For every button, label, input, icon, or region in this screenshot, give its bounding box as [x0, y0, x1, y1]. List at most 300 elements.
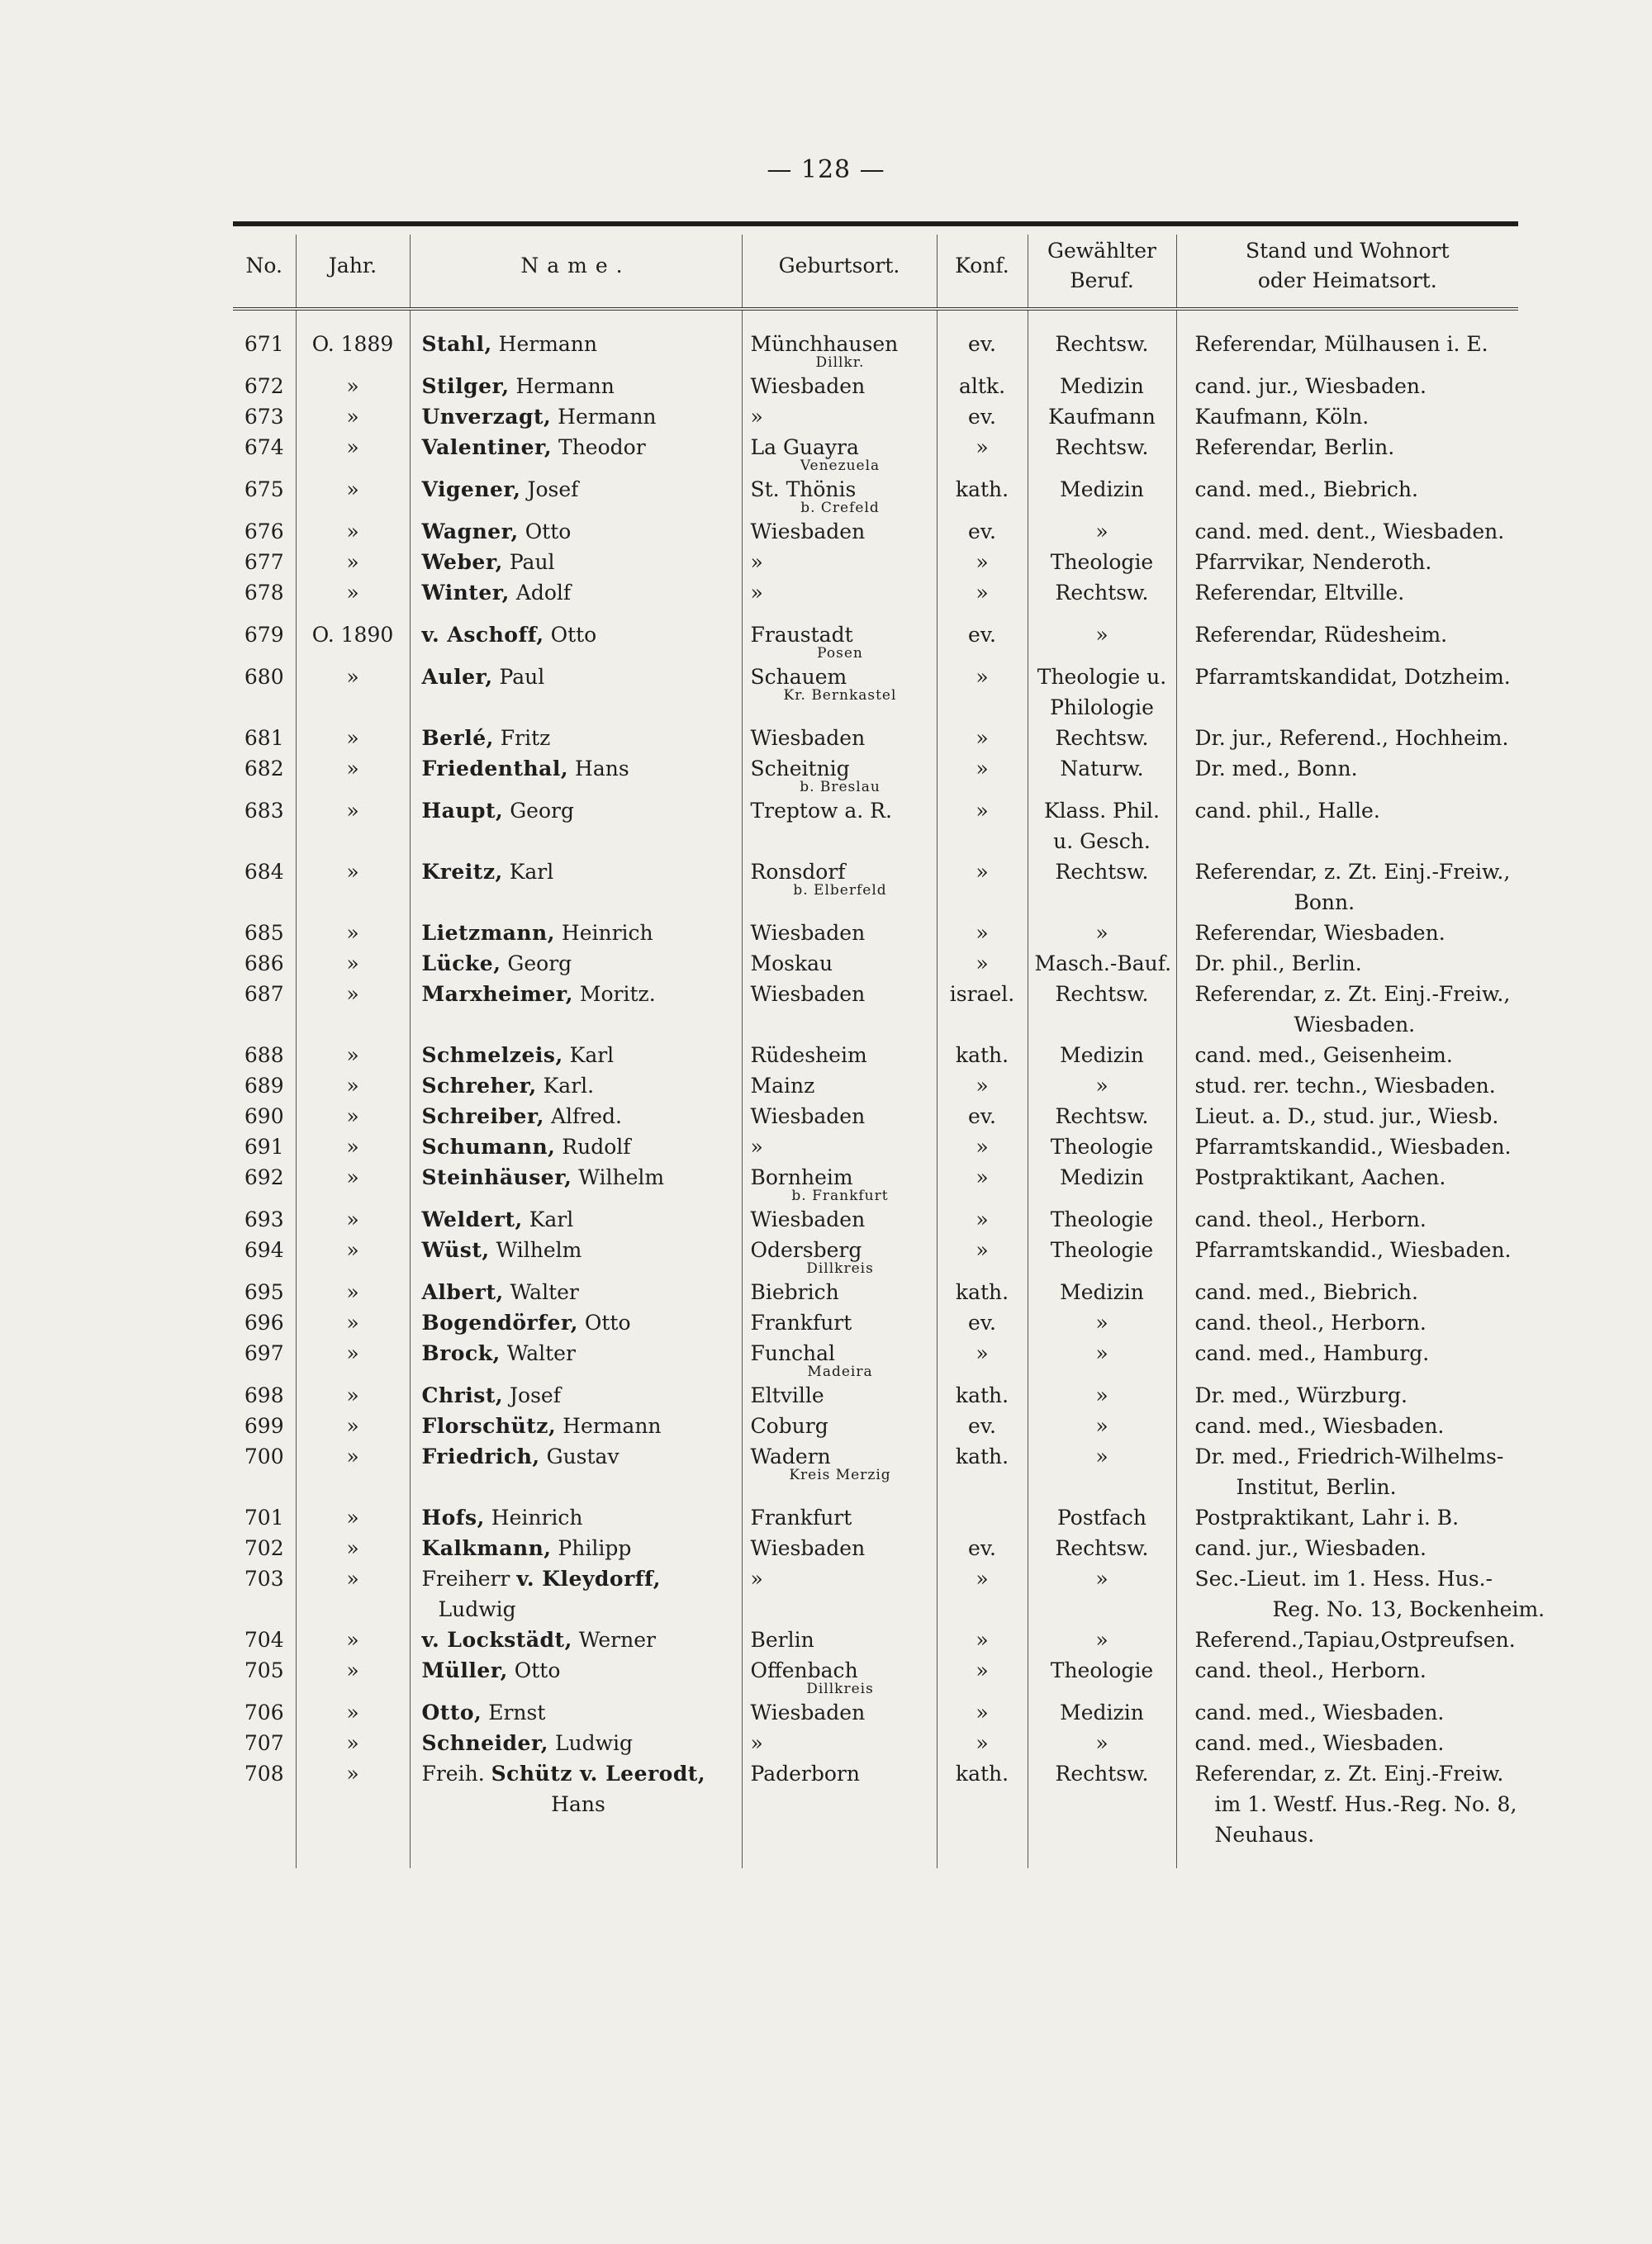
cell-name [410, 1070, 742, 1101]
table-row [233, 516, 1518, 547]
table-row [233, 979, 1518, 1040]
table-row [233, 662, 1518, 723]
cell-name [410, 1277, 742, 1307]
cell-no: 673 [244, 405, 284, 429]
status-residence: Pfarramtskandidat, Dotzheim. [1194, 665, 1511, 689]
cell-geburtsort [742, 1235, 937, 1277]
given-name: Karl [509, 860, 554, 884]
cell-no: 685 [244, 921, 284, 945]
given-name: Georg [510, 799, 574, 823]
surname: Otto, [421, 1701, 482, 1725]
cell-beruf [1028, 948, 1176, 979]
surname: Hofs, [421, 1506, 485, 1530]
header-geburtsort: Geburtsort. [742, 235, 937, 309]
given-name: Hermann [515, 374, 615, 398]
cell-geburtsort [742, 1697, 937, 1728]
birthplace-region: Dillkreis [806, 1681, 874, 1697]
register-table [233, 235, 1545, 1868]
status-residence: Referendar, Rüdesheim. [1194, 623, 1448, 647]
cell-konf: kath. [937, 1277, 1028, 1307]
profession-line2: u. Gesch. [1053, 829, 1151, 853]
header-beruf-line2: Beruf. [1070, 268, 1134, 292]
cell-no: 679 [244, 623, 284, 647]
cell-no: 672 [244, 374, 284, 398]
given-name: Heinrich [491, 1506, 583, 1530]
birthplace: Wiesbaden [750, 726, 866, 750]
cell-stand [1176, 662, 1518, 723]
cell-stand [1176, 1380, 1518, 1411]
profession: Theologie [1050, 1238, 1154, 1262]
cell-name [410, 1040, 742, 1070]
cell-name [410, 1204, 742, 1235]
status-residence: cand. med., Biebrich. [1194, 1280, 1418, 1304]
profession: Rechtsw. [1055, 332, 1149, 356]
given-name: Otto [584, 1311, 631, 1335]
cell-jahr: O. 1889 [296, 309, 410, 371]
cell-no: 698 [244, 1383, 284, 1407]
cell-name [410, 1697, 742, 1728]
status-residence: Dr. jur., Referend., Hochheim. [1194, 726, 1509, 750]
surname: Vigener, [421, 477, 521, 501]
header-name [410, 235, 742, 309]
cell-no: 699 [244, 1414, 284, 1438]
cell-no: 688 [244, 1043, 284, 1067]
page-number: — 128 — [767, 155, 885, 184]
cell-name [410, 401, 742, 432]
profession: Theologie [1050, 1207, 1154, 1231]
cell-geburtsort [742, 1204, 937, 1235]
cell-stand [1176, 1040, 1518, 1070]
cell-stand [1176, 1307, 1518, 1338]
cell-no: 691 [244, 1135, 284, 1159]
cell-name [410, 1338, 742, 1380]
given-name: Alfred. [550, 1104, 622, 1128]
cell-no: 703 [244, 1567, 284, 1591]
table-row [233, 309, 1518, 371]
cell-jahr: » [296, 1655, 410, 1697]
status-residence: Referendar, z. Zt. Einj.-Freiw. [1194, 1762, 1504, 1786]
table-row [233, 1625, 1518, 1655]
status-residence: Pfarramtskandid., Wiesbaden. [1194, 1238, 1512, 1262]
profession: Naturw. [1060, 757, 1144, 780]
cell-geburtsort [742, 516, 937, 547]
birthplace: Wadern [750, 1445, 831, 1468]
status-residence: Pfarramtskandid., Wiesbaden. [1194, 1135, 1512, 1159]
cell-jahr: » [296, 753, 410, 795]
cell-geburtsort [742, 1338, 937, 1380]
cell-geburtsort [742, 1758, 937, 1868]
cell-no: 677 [244, 550, 284, 574]
profession: » [1095, 1567, 1108, 1591]
cell-name [410, 577, 742, 608]
birthplace: Scheitnig [750, 757, 850, 780]
surname: Schreiber, [421, 1104, 544, 1128]
surname: Stahl, [421, 332, 492, 356]
cell-geburtsort [742, 1563, 937, 1625]
cell-stand [1176, 1728, 1518, 1758]
table-row [233, 401, 1518, 432]
surname: Kreitz, [421, 860, 503, 884]
cell-jahr: » [296, 1697, 410, 1728]
profession: Postfach [1057, 1506, 1146, 1530]
surname: Haupt, [421, 799, 504, 823]
surname: Marxheimer, [421, 982, 573, 1006]
cell-no: 697 [244, 1341, 284, 1365]
cell-beruf [1028, 1441, 1176, 1502]
cell-beruf [1028, 979, 1176, 1040]
cell-no: 686 [244, 951, 284, 975]
cell-konf: » [937, 577, 1028, 608]
given-name: Ernst [488, 1701, 546, 1725]
cell-konf: » [937, 1070, 1028, 1101]
cell-stand [1176, 1625, 1518, 1655]
cell-beruf [1028, 1204, 1176, 1235]
surname: Brock, [421, 1341, 501, 1365]
surname: Lücke, [421, 951, 501, 975]
birthplace-region: b. Breslau [800, 779, 881, 795]
surname: Lietzmann, [421, 921, 555, 945]
status-residence: cand. med., Biebrich. [1194, 477, 1418, 501]
birthplace: La Guayra [750, 435, 859, 459]
profession: » [1095, 921, 1108, 945]
cell-konf: » [937, 1162, 1028, 1204]
cell-stand [1176, 1533, 1518, 1563]
cell-geburtsort [742, 795, 937, 856]
cell-konf: israel. [937, 979, 1028, 1040]
cell-geburtsort [742, 1040, 937, 1070]
profession: » [1095, 623, 1108, 647]
profession: Theologie [1050, 1135, 1154, 1159]
profession: Medizin [1060, 1280, 1144, 1304]
cell-name [410, 795, 742, 856]
cell-name [410, 1563, 742, 1625]
cell-beruf [1028, 795, 1176, 856]
given-name: Otto [550, 623, 597, 647]
cell-stand [1176, 1758, 1518, 1868]
cell-beruf [1028, 1625, 1176, 1655]
cell-beruf [1028, 516, 1176, 547]
table-row [233, 795, 1518, 856]
cell-beruf [1028, 577, 1176, 608]
birthplace: Eltville [750, 1383, 824, 1407]
status-residence: cand. med. dent., Wiesbaden. [1194, 519, 1505, 543]
cell-jahr: » [296, 795, 410, 856]
status-residence: stud. rer. techn., Wiesbaden. [1194, 1074, 1496, 1098]
cell-geburtsort [742, 1728, 937, 1758]
table-row [233, 1162, 1518, 1204]
cell-stand [1176, 1697, 1518, 1728]
surname: Wagner, [421, 519, 519, 543]
cell-konf: ev. [937, 516, 1028, 547]
birthplace: St. Thönis [750, 477, 857, 501]
cell-beruf [1028, 856, 1176, 918]
birthplace: Funchal [750, 1341, 836, 1365]
cell-no: 671 [244, 332, 284, 356]
cell-geburtsort [742, 1277, 937, 1307]
birthplace: Mainz [750, 1074, 815, 1098]
surname: Auler, [421, 665, 493, 689]
birthplace: » [750, 1731, 763, 1755]
cell-beruf [1028, 608, 1176, 662]
cell-beruf [1028, 371, 1176, 401]
given-name: Walter [510, 1280, 579, 1304]
cell-geburtsort [742, 723, 937, 753]
table-row [233, 1697, 1518, 1728]
table-row [233, 1277, 1518, 1307]
cell-name [410, 474, 742, 516]
profession: » [1095, 1445, 1108, 1468]
given-name: Karl [569, 1043, 615, 1067]
cell-stand [1176, 948, 1518, 979]
cell-name [410, 1307, 742, 1338]
cell-konf: » [937, 1204, 1028, 1235]
birthplace: » [750, 1135, 763, 1159]
birthplace: Biebrich [750, 1280, 839, 1304]
surname: Stilger, [421, 374, 510, 398]
cell-no: 682 [244, 757, 284, 780]
cell-name [410, 1533, 742, 1563]
cell-geburtsort [742, 1655, 937, 1697]
cell-jahr: » [296, 979, 410, 1040]
cell-no: 707 [244, 1731, 284, 1755]
cell-geburtsort [742, 432, 937, 474]
header-row [233, 235, 1518, 309]
birthplace: Münchhausen [750, 332, 899, 356]
cell-konf: ev. [937, 401, 1028, 432]
cell-no: 705 [244, 1658, 284, 1682]
cell-konf: altk. [937, 371, 1028, 401]
cell-jahr: » [296, 516, 410, 547]
status-residence-line2: Institut, Berlin. [1236, 1475, 1397, 1499]
cell-jahr: » [296, 1502, 410, 1533]
status-residence: cand. theol., Herborn. [1194, 1658, 1427, 1682]
cell-konf: ev. [937, 1411, 1028, 1441]
cell-no: 689 [244, 1074, 284, 1098]
profession: Rechtsw. [1055, 1104, 1149, 1128]
cell-stand [1176, 1563, 1545, 1625]
cell-no: 683 [244, 799, 284, 823]
cell-konf: kath. [937, 1380, 1028, 1411]
surname: Schumann, [421, 1135, 556, 1159]
cell-konf: » [937, 948, 1028, 979]
surname: Unverzagt, [421, 405, 552, 429]
header-name-label: Name. [520, 254, 631, 278]
cell-geburtsort [742, 918, 937, 948]
table-row [233, 918, 1518, 948]
given-name: Otto [514, 1658, 561, 1682]
cell-name [410, 979, 742, 1040]
table-row [233, 608, 1518, 662]
cell-konf: » [937, 1728, 1028, 1758]
table-row [233, 1131, 1518, 1162]
cell-stand [1176, 1338, 1518, 1380]
table-body [233, 309, 1545, 1868]
status-residence: cand. theol., Herborn. [1194, 1311, 1427, 1335]
birthplace: Wiesbaden [750, 921, 866, 945]
cell-beruf [1028, 1563, 1176, 1625]
cell-beruf [1028, 1502, 1176, 1533]
cell-beruf [1028, 1655, 1176, 1697]
table-row [233, 856, 1518, 918]
status-residence: Dr. phil., Berlin. [1194, 951, 1362, 975]
status-residence: cand. jur., Wiesbaden. [1194, 374, 1427, 398]
status-residence: Referendar, z. Zt. Einj.-Freiw., [1194, 860, 1511, 884]
cell-no: 681 [244, 726, 284, 750]
cell-beruf [1028, 1277, 1176, 1307]
cell-geburtsort [742, 662, 937, 723]
cell-geburtsort [742, 1380, 937, 1411]
status-residence: Referendar, Berlin. [1194, 435, 1395, 459]
given-name: Josef [527, 477, 579, 501]
given-name: Karl [529, 1207, 574, 1231]
given-name: Fritz [500, 726, 551, 750]
cell-stand [1176, 1131, 1518, 1162]
cell-name [410, 608, 742, 662]
cell-stand [1176, 979, 1518, 1040]
cell-beruf [1028, 1728, 1176, 1758]
profession: Kaufmann [1048, 405, 1156, 429]
birthplace: Odersberg [750, 1238, 862, 1262]
surname: Wüst, [421, 1238, 490, 1262]
status-residence: Referend.,Tapiau,Ostpreufsen. [1194, 1628, 1516, 1652]
cell-no: 696 [244, 1311, 284, 1335]
cell-stand [1176, 516, 1518, 547]
cell-no: 694 [244, 1238, 284, 1262]
surname: Schreher, [421, 1074, 537, 1098]
status-residence: Postpraktikant, Lahr i. B. [1194, 1506, 1460, 1530]
profession: » [1095, 519, 1108, 543]
surname: Winter, [421, 581, 510, 605]
cell-geburtsort [742, 1070, 937, 1101]
cell-no: 702 [244, 1536, 284, 1560]
status-residence-line2: Wiesbaden. [1294, 1013, 1416, 1037]
cell-name [410, 1655, 742, 1697]
cell-name [410, 753, 742, 795]
given-name: Georg [507, 951, 572, 975]
cell-no: 704 [244, 1628, 284, 1652]
cell-geburtsort [742, 1101, 937, 1131]
name-prefix: Freiherr [421, 1567, 510, 1591]
given-name: Ludwig [438, 1597, 516, 1621]
cell-geburtsort [742, 309, 937, 371]
table-row [233, 474, 1518, 516]
birthplace: Wiesbaden [750, 1104, 866, 1128]
cell-jahr: » [296, 474, 410, 516]
profession: Klass. Phil. [1044, 799, 1160, 823]
cell-stand [1176, 608, 1518, 662]
cell-konf [937, 1502, 1028, 1533]
cell-name [410, 1502, 742, 1533]
cell-jahr: » [296, 1380, 410, 1411]
cell-geburtsort [742, 1411, 937, 1441]
profession: Theologie [1050, 550, 1154, 574]
birthplace: » [750, 581, 763, 605]
status-residence: Lieut. a. D., stud. jur., Wiesb. [1194, 1104, 1499, 1128]
table-row [233, 753, 1518, 795]
given-name: Hermann [558, 405, 657, 429]
cell-jahr: » [296, 1277, 410, 1307]
given-name: Adolf [515, 581, 572, 605]
cell-stand [1176, 1162, 1518, 1204]
surname: v. Kleydorff, [516, 1567, 661, 1591]
cell-stand [1176, 432, 1518, 474]
cell-stand [1176, 401, 1518, 432]
status-residence-line2: Reg. No. 13, Bockenheim. [1272, 1597, 1545, 1621]
birthplace: » [750, 405, 763, 429]
profession: » [1095, 1074, 1108, 1098]
birthplace: Wiesbaden [750, 374, 866, 398]
cell-beruf [1028, 1307, 1176, 1338]
header-jahr: Jahr. [296, 235, 410, 309]
cell-geburtsort [742, 401, 937, 432]
cell-konf: kath. [937, 1758, 1028, 1868]
status-residence: cand. med., Wiesbaden. [1194, 1731, 1445, 1755]
profession: Rechtsw. [1055, 982, 1149, 1006]
cell-name [410, 1235, 742, 1277]
cell-no: 674 [244, 435, 284, 459]
cell-konf: kath. [937, 1040, 1028, 1070]
cell-geburtsort [742, 1533, 937, 1563]
status-residence: Sec.-Lieut. im 1. Hess. Hus.- [1194, 1567, 1493, 1591]
cell-geburtsort [742, 1307, 937, 1338]
birthplace: Coburg [750, 1414, 828, 1438]
table-row [233, 1502, 1518, 1533]
cell-name [410, 1380, 742, 1411]
cell-no: 676 [244, 519, 284, 543]
given-name: Walter [506, 1341, 576, 1365]
header-no: No. [233, 235, 296, 309]
cell-name [410, 309, 742, 371]
cell-geburtsort [742, 577, 937, 608]
cell-jahr: » [296, 1040, 410, 1070]
birthplace: Frankfurt [750, 1506, 852, 1530]
birthplace: Rüdesheim [750, 1043, 867, 1067]
table-row [233, 432, 1518, 474]
cell-stand [1176, 1655, 1518, 1697]
surname: Müller, [421, 1658, 508, 1682]
birthplace: Wiesbaden [750, 1536, 866, 1560]
cell-beruf [1028, 401, 1176, 432]
cell-name [410, 371, 742, 401]
cell-jahr: » [296, 1131, 410, 1162]
cell-jahr: » [296, 1533, 410, 1563]
cell-name [410, 1625, 742, 1655]
given-name: Paul [509, 550, 555, 574]
table-row [233, 1411, 1518, 1441]
profession: Rechtsw. [1055, 435, 1149, 459]
cell-konf: » [937, 1131, 1028, 1162]
profession-line2: Philologie [1050, 695, 1154, 719]
profession: Rechtsw. [1055, 726, 1149, 750]
profession: » [1095, 1731, 1108, 1755]
profession: » [1095, 1628, 1108, 1652]
profession: Theologie u. [1037, 665, 1167, 689]
cell-beruf [1028, 723, 1176, 753]
status-residence: Referendar, Mülhausen i. E. [1194, 332, 1488, 356]
cell-stand [1176, 723, 1518, 753]
given-name: Hermann [498, 332, 598, 356]
cell-no: 680 [244, 665, 284, 689]
status-residence: Dr. med., Bonn. [1194, 757, 1358, 780]
given-name: Rudolf [562, 1135, 631, 1159]
cell-no: 684 [244, 860, 284, 884]
table-row [233, 1533, 1518, 1563]
surname: Schneider, [421, 1731, 548, 1755]
given-name: Werner [578, 1628, 656, 1652]
cell-konf: » [937, 1235, 1028, 1277]
table-row [233, 1728, 1518, 1758]
table-row [233, 1758, 1518, 1868]
